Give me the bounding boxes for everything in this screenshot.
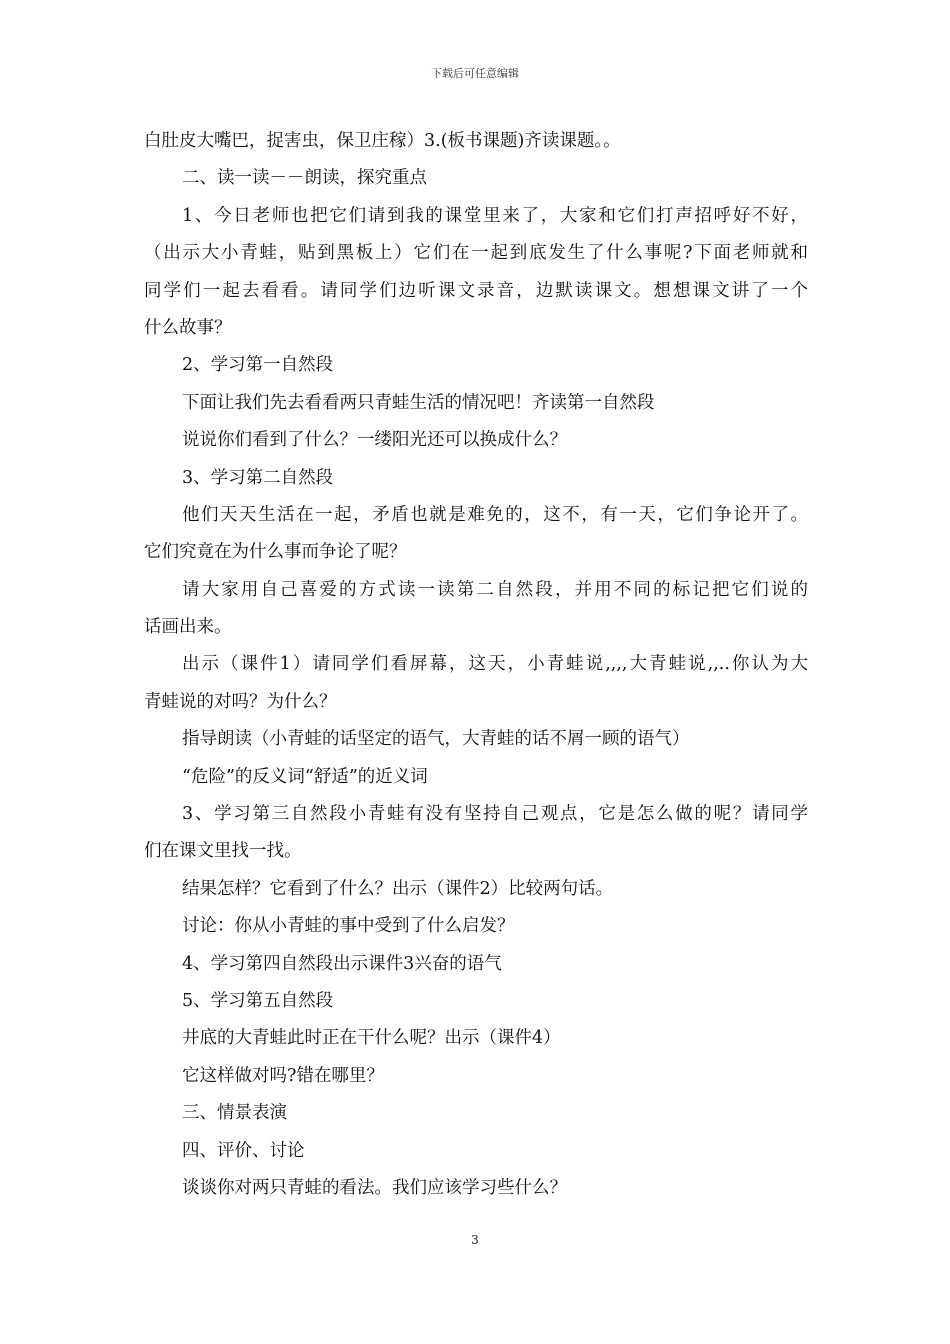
text-line: 出示（课件1）请同学们看屏幕，这天，小青蛙说,,,,大青蛙说,,..你认为大	[182, 654, 808, 675]
text-line: 井底的大青蛙此时正在干什么呢？出示（课件4）	[182, 1028, 561, 1049]
text-line: 青蛙说的对吗？为什么？	[144, 691, 337, 712]
section-heading: 二、读一读－－朗读，探究重点	[182, 168, 427, 189]
subsection-heading: 4、学习第四自然段出示课件3兴奋的语气	[182, 953, 502, 974]
text-line: 下面让我们先去看看两只青蛙生活的情况吧！齐读第一自然段	[182, 392, 655, 413]
text-line: 3、学习第三自然段小青蛙有没有坚持自己观点，它是怎么做的呢？请同学	[182, 804, 808, 825]
text-line: 说说你们看到了什么？一缕阳光还可以换成什么？	[182, 430, 567, 451]
text-line: 们在课文里找一找。	[144, 841, 302, 862]
text-line: 结果怎样？它看到了什么？出示（课件2）比较两句话。	[182, 878, 614, 899]
text-line: 谈谈你对两只青蛙的看法。我们应该学习些什么？	[182, 1177, 567, 1198]
text-line: 请大家用自己喜爱的方式读一读第二自然段，并用不同的标记把它们说的	[182, 579, 808, 600]
text-line: 他们天天生活在一起，矛盾也就是难免的，这不，有一天，它们争论开了。	[182, 504, 808, 525]
text-line: 什么故事？	[144, 317, 232, 338]
text-line: 它这样做对吗?错在哪里？	[182, 1065, 384, 1086]
text-line: 1、今日老师也把它们请到我的课堂里来了，大家和它们打声招呼好不好，	[182, 205, 808, 226]
page-number: 3	[471, 1233, 479, 1247]
text-line: 讨论：你从小青蛙的事中受到了什么启发？	[182, 916, 515, 937]
text-line: （出示大小青蛙，贴到黑板上）它们在一起到底发生了什么事呢?下面老师就和	[144, 243, 808, 264]
text-line: 话画出来。	[144, 617, 232, 638]
text-line: 它们究竟在为什么事而争论了呢？	[144, 542, 407, 563]
text-line: “危险”的反义词“舒适”的近义词	[182, 766, 428, 787]
page-header: 下载后可任意编辑	[431, 67, 519, 80]
subsection-heading: 3、学习第二自然段	[182, 467, 334, 488]
section-heading: 三、情景表演	[182, 1103, 287, 1124]
subsection-heading: 2、学习第一自然段	[182, 355, 334, 376]
section-heading: 四、评价、讨论	[182, 1140, 305, 1161]
subsection-heading: 5、学习第五自然段	[182, 990, 334, 1011]
text-line: 同学们一起去看看。请同学们边听课文录音，边默读课文。想想课文讲了一个	[144, 280, 808, 301]
text-line: 白肚皮大嘴巴，捉害虫，保卫庄稼）3.(板书课题)齐读课题。。	[144, 131, 621, 151]
text-line: 指导朗读（小青蛙的话坚定的语气，大青蛙的话不屑一顾的语气）	[182, 729, 690, 750]
document-body	[144, 123, 808, 1207]
